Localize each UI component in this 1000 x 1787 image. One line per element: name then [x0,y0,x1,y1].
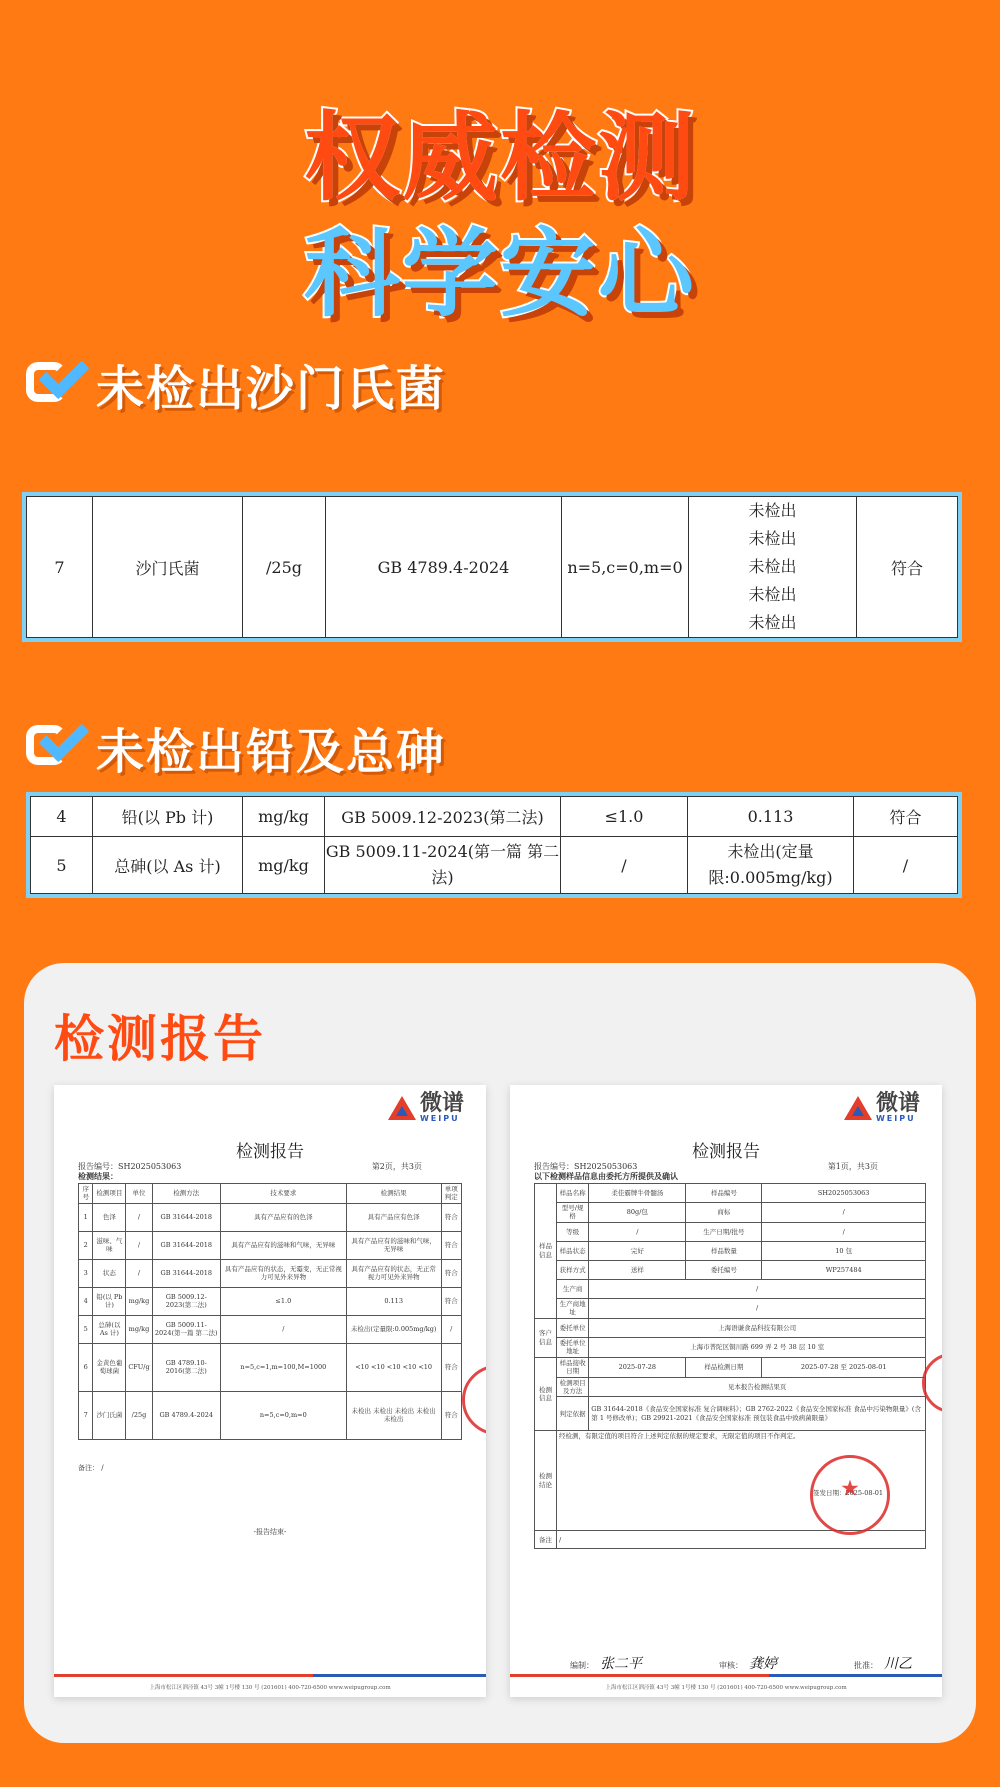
signature-image: 张二平 [600,1656,642,1672]
field-label: 商标 [686,1203,762,1223]
table-cell: CFU/g [126,1343,152,1391]
field-value: / [762,1222,926,1241]
field-label: 型号/规格 [557,1203,589,1223]
hero-line-2: 科学安心 [304,218,696,330]
results-table [78,1183,462,1440]
cell-item: 沙门氏菌 [93,497,243,638]
cell-spec: n=5,c=0,m=0 [562,497,689,638]
field-value: WP257484 [762,1260,926,1279]
field-label: 判定依据 [557,1397,589,1431]
table-row [535,1377,926,1397]
table-cell: 具有产品应有的状态，无正常视力可见外来异物 [346,1259,441,1287]
sign-date-value: 2025-08-01 [845,1488,883,1497]
table-cell: 1 [79,1203,93,1231]
conclusion-text: 经检测，有限定值的项目符合上述判定依据的规定要求，无限定值的项目不作判定。 [559,1432,800,1441]
signature-image: 龚婷 [749,1656,777,1672]
hero-line-1: 权威检测 [304,102,696,214]
table-cell: 具有产品应有的滋味和气味，无异味 [220,1231,346,1259]
table-cell: 状态 [93,1259,126,1287]
result-line: 限:0.005mg/kg) [708,868,833,887]
table-cell: 符合 [441,1203,461,1231]
cell-results [689,497,857,638]
weipu-logo [844,1093,920,1123]
table-cell: mg/kg [126,1287,152,1315]
table-row [79,1259,462,1287]
field-label: 样品状态 [557,1241,589,1260]
method-line: 法) [431,868,454,887]
table-cell: 具有产品应有的滋味和气味，无异味 [346,1231,441,1259]
field-label: 委托单位 [557,1318,589,1337]
field-value: SH2025053063 [762,1184,926,1203]
result-value: 未检出 [748,613,797,632]
report-number: 报告编号：SH2025053063 [534,1162,638,1171]
table-cell: / [126,1203,152,1231]
footer-bar [54,1674,486,1677]
field-label: 样品接收日期 [557,1357,589,1377]
table-row [535,1203,926,1223]
red-seal-stamp [810,1455,890,1535]
table-cell: 符合 [441,1259,461,1287]
group-label: 检测结论 [535,1431,557,1531]
cell-result: 0.113 [688,797,854,837]
table-row [535,1337,926,1357]
table-cell: GB 5009.11-2024(第一篇 第二法) [152,1315,220,1343]
section-title: 未检出沙门氏菌 [96,361,447,417]
table-cell: 铅(以 Pb 计) [93,1287,126,1315]
result-value: 未检出 [748,585,797,604]
table-cell: GB 31644-2018 [152,1203,220,1231]
cell-result [688,837,854,894]
table-row [535,1260,926,1279]
cell-spec: / [561,837,688,894]
table-cell: 具有产品应有的状态，无霉变，无正常视力可见外来异物 [220,1259,346,1287]
table-row [535,1279,926,1298]
field-value: 上海市普陀区铜川路 699 弄 2 号 38 层 10 室 [589,1337,926,1357]
table-header-cell: 单项判定 [441,1184,461,1204]
footer-address: 上海市松江区泗泾镇 43号 3幢 1号楼 130 号 (201601) 400-720-6500 www.weipugroup.com [605,1685,847,1691]
table-cell: 4 [79,1287,93,1315]
table-cell: 符合 [441,1343,461,1391]
table-header-cell: 单位 [126,1184,152,1204]
field-label: 生产商地址 [557,1298,589,1318]
table-cell: n=5,c=0,m=0 [220,1391,346,1439]
table-cell: 未检出 未检出 未检出 未检出 未检出 [346,1391,441,1439]
signature-compiler: 编制： 张二平 [570,1656,642,1672]
field-value: 上海语谦食品科技有限公司 [589,1318,926,1337]
logo-name: 微谱 [419,1091,464,1116]
table-cell: n=5,c=1,m=100,M=1000 [220,1343,346,1391]
table-row [27,497,958,638]
footer-bar [510,1674,942,1677]
field-label: 委托单位地址 [557,1337,589,1357]
group-label: 备注 [535,1531,557,1549]
table-cell: /25g [126,1391,152,1439]
field-label: 样品数量 [686,1241,762,1260]
table-cell: / [126,1231,152,1259]
section-title: 未检出铅及总砷 [96,724,447,780]
field-label: 生产日期/批号 [686,1222,762,1241]
table-row [31,837,958,894]
table-row [79,1391,462,1439]
table-row [31,797,958,837]
table-cell: mg/kg [126,1315,152,1343]
cell-method: GB 4789.4-2024 [326,497,562,638]
field-value: 80g/包 [589,1203,686,1223]
table-cell: 3 [79,1259,93,1287]
cell-method: GB 5009.12-2023(第二法) [325,797,561,837]
logo-name-en: WEIPU [875,1114,916,1123]
table-row [79,1315,462,1343]
table-header-cell: 序号 [79,1184,93,1204]
field-label: 样品编号 [686,1184,762,1203]
doc-title: 检测报告 [236,1142,304,1162]
signature-approver: 批准： 川乙 [854,1656,912,1672]
weipu-logo-icon [844,1094,872,1122]
cell-no: 7 [27,497,93,638]
table-cell: 具有产品应有色泽 [346,1203,441,1231]
red-seal-stamp [462,1365,486,1435]
remark-value: / [557,1531,926,1549]
field-label: 获样方式 [557,1260,589,1279]
weipu-logo [388,1093,464,1123]
table-cell: 滋味、气味 [93,1231,126,1259]
field-label: 检测项目及方法 [557,1377,589,1397]
table-cell: 5 [79,1315,93,1343]
cell-spec: ≤1.0 [561,797,688,837]
table-cell: ≤1.0 [220,1287,346,1315]
table-cell: <10 <10 <10 <10 <10 [346,1343,441,1391]
table-cell: 色泽 [93,1203,126,1231]
table-header-cell: 技术要求 [220,1184,346,1204]
check-badge-icon [24,358,88,412]
signature-reviewer: 审核： 龚婷 [719,1656,777,1672]
group-label: 样品信息 [535,1184,557,1319]
table-cell: GB 31644-2018 [152,1259,220,1287]
table-cell: GB 4789.4-2024 [152,1391,220,1439]
report-number: 报告编号：SH2025053063 [78,1162,182,1171]
report-page-info [510,1085,942,1697]
sign-date-label: 签发日期： [813,1488,846,1497]
field-label: 生产商 [557,1279,589,1298]
table-row [535,1298,926,1318]
remark: 备注： / [78,1464,104,1472]
table-row [535,1222,926,1241]
table-cell: 6 [79,1343,93,1391]
table-header-cell: 检测项目 [93,1184,126,1204]
table-row [535,1397,926,1431]
table-cell: / [441,1315,461,1343]
field-label: 委托编号 [686,1260,762,1279]
field-value: 2025-07-28 至 2025-08-01 [762,1357,926,1377]
table-row [535,1184,926,1203]
report-page-results [54,1085,486,1697]
table-row [79,1287,462,1315]
cell-no: 4 [31,797,93,837]
field-value: / [589,1298,926,1318]
field-value: 完好 [589,1241,686,1260]
table-cell: GB 31644-2018 [152,1231,220,1259]
table-cell: GB 4789.10-2016(第二法) [152,1343,220,1391]
logo-name-en: WEIPU [419,1114,460,1123]
hero-title [0,102,1000,330]
page-number: 第2页，共3页 [371,1162,422,1171]
table-cell: 符合 [441,1287,461,1315]
table-row [79,1231,462,1259]
field-value: 送样 [589,1260,686,1279]
table-cell: 符合 [441,1231,461,1259]
cell-method [325,837,561,894]
cell-verdict: 符合 [854,797,958,837]
table-row [79,1203,462,1231]
table-row [535,1241,926,1260]
result-value: 未检出 [748,529,797,548]
table-cell: 0.113 [346,1287,441,1315]
check-badge-icon [24,721,88,775]
table-cell: 金黄色葡萄球菌 [93,1343,126,1391]
cell-unit: /25g [243,497,326,638]
section-heading-salmonella [24,350,446,419]
group-label: 客户信息 [535,1318,557,1357]
doc-subtitle: 检测结果： [78,1171,118,1181]
table-cell: 具有产品应有的色泽 [220,1203,346,1231]
table-cell: / [220,1315,346,1343]
section-heading-lead-arsenic [24,713,446,782]
signature-image: 川乙 [884,1656,912,1672]
table-cell: 2 [79,1231,93,1259]
field-label: 样品名称 [557,1184,589,1203]
report-panel-title: 检测报告 [54,1010,266,1068]
weipu-logo-icon [388,1094,416,1122]
cell-item: 铅(以 Pb 计) [93,797,243,837]
table-header-row [79,1184,462,1204]
result-value: 未检出 [748,501,797,520]
field-value: GB 31644-2018《食品安全国家标准 复合调味料》；GB 2762-2022《食品安全国家标准 食品中污染物限量》(含第 1 号修改单)；GB 29921-2021《食品安全国家标准 预包装食品中致病菌限量》 [589,1397,926,1431]
signature-row [570,1653,912,1673]
field-value: / [589,1222,686,1241]
table-cell: 符合 [441,1391,461,1439]
group-label: 检测信息 [535,1357,557,1431]
cell-unit: mg/kg [243,837,325,894]
table-cell: / [126,1259,152,1287]
table-header-cell: 检测方法 [152,1184,220,1204]
report-end: -报告结束- [253,1528,287,1536]
salmonella-table [26,496,958,638]
cell-verdict: / [854,837,958,894]
field-label: 样品检测日期 [686,1357,762,1377]
table-cell: GB 5009.12-2023(第二法) [152,1287,220,1315]
field-value: 10 包 [762,1241,926,1260]
cell-item: 总砷(以 As 计) [93,837,243,894]
logo-name: 微谱 [875,1091,920,1116]
result-line: 未检出(定量 [727,842,814,861]
table-cell: 总砷(以 As 计) [93,1315,126,1343]
page-number: 第1页，共3页 [827,1162,878,1171]
result-value: 未检出 [748,557,797,576]
doc-subtitle: 以下检测样品信息由委托方所提供及确认 [534,1171,678,1181]
cell-no: 5 [31,837,93,894]
doc-title: 检测报告 [692,1142,760,1162]
field-value: / [762,1203,926,1223]
table-cell: 7 [79,1391,93,1439]
cell-unit: mg/kg [243,797,325,837]
field-value: / [589,1279,926,1298]
footer-address: 上海市松江区泗泾镇 43号 3幢 1号楼 130 号 (201601) 400-720-6500 www.weipugroup.com [149,1685,391,1691]
table-header-cell: 检测结果 [346,1184,441,1204]
method-line: GB 5009.11-2024(第一篇 第二 [325,842,560,861]
cell-verdict: 符合 [857,497,958,638]
table-cell: 未检出(定量限:0.005mg/kg) [346,1315,441,1343]
field-value: 柔佳霸牌牛骨髓汤 [589,1184,686,1203]
table-row [535,1357,926,1377]
field-value: 2025-07-28 [589,1357,686,1377]
table-cell: 沙门氏菌 [93,1391,126,1439]
lead-arsenic-table [30,796,958,894]
field-value: 见本报告检测结果页 [589,1377,926,1397]
field-label: 等级 [557,1222,589,1241]
table-row [79,1343,462,1391]
table-row [535,1531,926,1549]
table-row [535,1318,926,1337]
